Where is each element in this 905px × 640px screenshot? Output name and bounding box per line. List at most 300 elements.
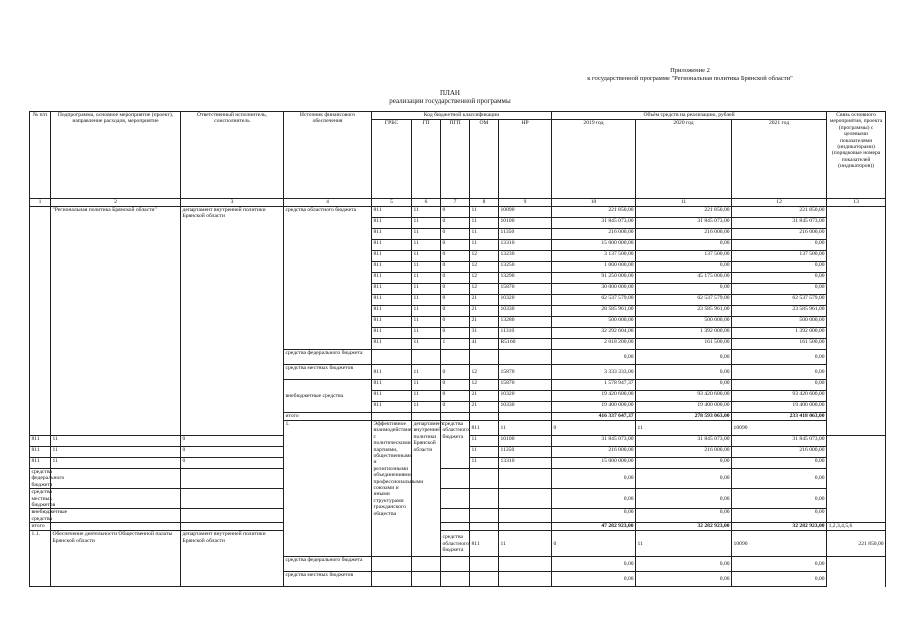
cell-om: 31 [470, 328, 499, 339]
cell-om: 41 [470, 339, 499, 350]
cell-2020: 23 585 961,00 [636, 306, 732, 317]
total-2019: 416 337 647,37 [552, 413, 636, 421]
cell-grbs: 811 [372, 317, 412, 328]
cell-2020: 93 420 600,00 [636, 391, 732, 402]
source-federal: средства федерального бюджета [31, 469, 65, 488]
cell-om: 11 [470, 447, 499, 458]
cell-np: 11310 [499, 328, 552, 339]
cell-2021: 0,00 [732, 572, 827, 587]
row-number: 1. [284, 421, 372, 557]
header-source: Источник финансового обеспечения [284, 112, 372, 199]
cell-2021: 62 537 579,00 [732, 295, 827, 306]
cell-om: 21 [470, 402, 499, 413]
total-label: итого [30, 523, 51, 531]
source-regional: средства областного бюджета [441, 421, 470, 469]
cell-np: 15870 [499, 365, 552, 380]
cell-pgp [441, 469, 470, 489]
cell-pgp: 0 [441, 402, 470, 413]
source-regional: средства областного бюджета [284, 207, 372, 350]
cell-gp: 11 [412, 306, 441, 317]
cell-2021: 0,00 [732, 509, 827, 523]
total-2021: 233 418 063,00 [732, 413, 827, 421]
cell-2021: 0,00 [732, 557, 827, 572]
cell-2021: 221 850,00 [732, 207, 827, 218]
col-index: 11 [636, 199, 732, 207]
cell-grbs: 811 [372, 262, 412, 273]
total-2020: 278 593 063,00 [636, 413, 732, 421]
cell-2020: 1 392 000,00 [636, 328, 732, 339]
cell-2019: 3 333 333,00 [552, 365, 636, 380]
cell-grbs: 811 [372, 339, 412, 350]
cell-np: 10090 [732, 531, 827, 557]
cell-grbs: 811 [470, 421, 499, 436]
cell-grbs [372, 350, 412, 365]
cell-2020: 0,00 [636, 572, 732, 587]
cell-grbs [51, 523, 181, 531]
cell-gp: 11 [412, 240, 441, 251]
col-index: 9 [499, 199, 552, 207]
cell-2019: 0,00 [552, 350, 636, 365]
total-row [30, 523, 886, 531]
cell-2020: 0,00 [636, 489, 732, 509]
cell-2019: 15 000 000,00 [552, 240, 636, 251]
cell-gp [181, 509, 284, 523]
cell-gp: 11 [412, 218, 441, 229]
cell-2020: 0,00 [636, 350, 732, 365]
cell-np [499, 350, 552, 365]
cell-2020: 45 175 000,00 [636, 273, 732, 284]
cell-2019: 221 850,00 [827, 531, 886, 557]
cell-gp [181, 523, 284, 531]
col-index: 1 [30, 199, 51, 207]
source-extrabudget: внебюджетные средства [284, 380, 372, 413]
table-row [30, 531, 886, 557]
cell-pgp: 0 [441, 295, 470, 306]
source-federal: средства федерального бюджета [284, 350, 372, 365]
header-pgp: ПГП [441, 120, 470, 199]
cell-2019: 3 137 500,00 [552, 251, 636, 262]
cell-2021: 0,00 [732, 469, 827, 489]
appendix-line1: Приложение 2 [670, 67, 710, 74]
cell-2020: 221 850,00 [636, 207, 732, 218]
table-body [30, 199, 886, 587]
cell-gp: 11 [412, 262, 441, 273]
cell-2019: 1 000 000,00 [552, 262, 636, 273]
cell-np: 13290 [499, 273, 552, 284]
cell-2021: 0,00 [732, 284, 827, 295]
cell-om: 21 [470, 295, 499, 306]
cell-np: R5160 [499, 339, 552, 350]
header-kbk: Код бюджетной классификации [372, 112, 552, 120]
col-index: 2 [51, 199, 181, 207]
col-index: 7 [441, 199, 470, 207]
cell-grbs [51, 489, 181, 509]
cell-om [470, 572, 499, 587]
cell-2019: 0,00 [552, 489, 636, 509]
cell-np: 10090 [732, 421, 827, 436]
cell-gp [181, 469, 284, 489]
table-row [30, 207, 886, 218]
cell-grbs: 811 [372, 284, 412, 295]
cell-gp [412, 557, 441, 572]
cell-2020: 0,00 [636, 509, 732, 523]
cell-np [499, 489, 552, 509]
indicator-links: 1,2,3,4,5,6 [827, 523, 886, 531]
cell-np [499, 572, 552, 587]
cell-2019: 0,00 [552, 572, 636, 587]
cell-2021: 500 000,00 [732, 317, 827, 328]
cell-gp: 11 [412, 284, 441, 295]
cell-pgp: 0 [441, 284, 470, 295]
cell-np: 13310 [499, 458, 552, 469]
cell-om: 11 [470, 207, 499, 218]
cell-2021: 23 585 961,00 [732, 306, 827, 317]
cell-gp: 11 [412, 365, 441, 380]
cell-pgp: 0 [181, 436, 284, 447]
header-om: ОМ [470, 120, 499, 199]
cell-grbs: 811 [372, 306, 412, 317]
cell-grbs [372, 413, 412, 421]
cell-grbs: 811 [372, 295, 412, 306]
cell-2019: 31 845 073,00 [552, 436, 636, 447]
cell-gp [412, 413, 441, 421]
source-regional: средства областного бюджета [441, 531, 470, 557]
cell-2021: 0,00 [732, 489, 827, 509]
cell-2020: 0,00 [636, 380, 732, 391]
cell-2019: 15 000 000,00 [552, 458, 636, 469]
cell-gp: 11 [412, 273, 441, 284]
cell-gp [412, 350, 441, 365]
cell-om: 12 [470, 380, 499, 391]
cell-2021: 93 420 600,00 [732, 391, 827, 402]
cell-om [470, 489, 499, 509]
cell-2019: 28 585 961,00 [552, 306, 636, 317]
cell-pgp: 0 [441, 229, 470, 240]
cell-pgp [441, 557, 470, 572]
cell-pgp: 0 [441, 317, 470, 328]
plan-table [29, 111, 886, 587]
row-number: 1.1. [30, 531, 51, 587]
total-label: итого [284, 413, 372, 421]
cell-2021: 161 500,00 [732, 339, 827, 350]
cell-grbs: 811 [372, 240, 412, 251]
cell-gp: 11 [499, 421, 552, 436]
cell-2020: 161 500,00 [636, 339, 732, 350]
cell-grbs: 811 [30, 436, 51, 447]
cell-om: 21 [470, 306, 499, 317]
cell-2020: 216 000,00 [636, 447, 732, 458]
cell-om: 11 [636, 421, 732, 436]
cell-2020: 0,00 [636, 262, 732, 273]
col-index: 5 [372, 199, 412, 207]
cell-np: 10330 [499, 402, 552, 413]
cell-2021: 216 000,00 [732, 229, 827, 240]
cell-gp: 11 [412, 317, 441, 328]
cell-2020: 0,00 [636, 469, 732, 489]
cell-2020: 137 500,00 [636, 251, 732, 262]
cell-om [470, 523, 499, 531]
cell-2020: 62 537 579,00 [636, 295, 732, 306]
cell-pgp: 0 [441, 273, 470, 284]
source-local: средства местных бюджетов [31, 489, 56, 509]
cell-np [499, 557, 552, 572]
header-2019: 2019 год [552, 120, 636, 199]
cell-grbs: 811 [30, 447, 51, 458]
cell-pgp [441, 572, 470, 587]
header-subprogram: Подпрограмма, основное мероприятие (проект), направление расходов, мероприятие [51, 112, 181, 199]
cell-np: 13280 [499, 317, 552, 328]
cell-pgp: 0 [441, 207, 470, 218]
header-volume: Объём средств на реализацию, рублей [552, 112, 827, 120]
cell-grbs: 811 [30, 458, 51, 469]
column-index-row [30, 199, 886, 207]
cell-om [470, 509, 499, 523]
header-link: Связь основного мероприятия, проекта (программы) с целевыми показателями (индикаторами) (порядковые номера показателей (индикаторов)) [827, 112, 886, 199]
cell-gp: 11 [412, 328, 441, 339]
col-index: 8 [470, 199, 499, 207]
row-number [30, 207, 51, 436]
cell-om: 21 [470, 391, 499, 402]
cell-2021: 0,00 [732, 273, 827, 284]
cell-grbs: 811 [372, 251, 412, 262]
cell-pgp [441, 350, 470, 365]
cell-gp: 11 [412, 380, 441, 391]
cell-gp: 11 [412, 229, 441, 240]
cell-2021: 31 845 073,00 [732, 436, 827, 447]
header-gp: ГП [412, 120, 441, 199]
cell-grbs: 811 [372, 391, 412, 402]
cell-grbs: 811 [372, 402, 412, 413]
activity-title: Обеспечение деятельности Общественной палаты Брянской области [51, 531, 181, 587]
cell-np: 13250 [499, 262, 552, 273]
cell-2020: 0,00 [636, 458, 732, 469]
cell-2020: 19 400 000,00 [636, 402, 732, 413]
cell-gp [181, 489, 284, 509]
source-extrabudget: внебюджетные средства [31, 509, 68, 522]
table-row [30, 489, 886, 509]
responsible-cell: департамент внутренней политики Брянской области [412, 421, 441, 557]
cell-np [499, 509, 552, 523]
cell-grbs: 811 [372, 328, 412, 339]
cell-pgp: 0 [441, 306, 470, 317]
col-index: 10 [552, 199, 636, 207]
cell-pgp: 0 [441, 328, 470, 339]
cell-pgp [441, 489, 470, 509]
cell-gp [412, 572, 441, 587]
cell-grbs: 811 [372, 365, 412, 380]
cell-grbs: 811 [372, 380, 412, 391]
cell-np: 15870 [499, 380, 552, 391]
cell-np: 13310 [499, 240, 552, 251]
cell-om [470, 413, 499, 421]
cell-2019: 216 000,00 [552, 229, 636, 240]
cell-2020: 216 000,00 [636, 229, 732, 240]
cell-2019: 32 292 604,00 [552, 328, 636, 339]
cell-om: 12 [470, 251, 499, 262]
cell-2019: 19 420 600,00 [552, 391, 636, 402]
col-index: 4 [284, 199, 372, 207]
activity-title: Эффективное взаимодействие с политическими партиями, общественными и религиозными объединениями, профессиональными союзами и иными структурами гражданского общества [372, 421, 412, 557]
cell-grbs: 811 [470, 531, 499, 557]
cell-pgp: 0 [441, 218, 470, 229]
cell-om: 12 [470, 273, 499, 284]
cell-2019: 2 018 200,00 [552, 339, 636, 350]
total-2020: 32 282 923,00 [636, 523, 732, 531]
cell-om [470, 350, 499, 365]
header-np: НР [499, 120, 552, 199]
header-row-1 [30, 112, 886, 120]
cell-np: 10320 [499, 295, 552, 306]
cell-2019: 0,00 [552, 509, 636, 523]
cell-2021: 0,00 [732, 350, 827, 365]
cell-om: 12 [470, 262, 499, 273]
cell-2021: 0,00 [732, 458, 827, 469]
cell-grbs: 811 [372, 207, 412, 218]
cell-pgp: 0 [552, 531, 636, 557]
cell-2020: 500 000,00 [636, 317, 732, 328]
cell-om: 11 [470, 240, 499, 251]
cell-pgp: 0 [552, 421, 636, 436]
cell-2020: 31 845 073,00 [636, 218, 732, 229]
cell-pgp: 0 [441, 380, 470, 391]
source-local: средства местных бюджетов [284, 365, 372, 380]
cell-2020: 0,00 [636, 284, 732, 295]
cell-2021: 216 000,00 [732, 447, 827, 458]
cell-np [499, 523, 552, 531]
cell-pgp: 0 [441, 365, 470, 380]
cell-2021: 19 400 000,00 [732, 402, 827, 413]
cell-np: 11350 [499, 447, 552, 458]
cell-2021: 0,00 [732, 240, 827, 251]
cell-2021: 0,00 [732, 262, 827, 273]
cell-om: 11 [470, 218, 499, 229]
table-row [30, 469, 886, 489]
total-2021: 32 282 923,00 [732, 523, 827, 531]
cell-2020: 31 845 073,00 [636, 436, 732, 447]
cell-np: 15870 [499, 284, 552, 295]
cell-np: 11350 [499, 229, 552, 240]
cell-om: 21 [470, 317, 499, 328]
cell-om: 11 [470, 436, 499, 447]
cell-pgp: 0 [441, 391, 470, 402]
cell-grbs: 811 [372, 218, 412, 229]
cell-2019: 30 000 000,00 [552, 284, 636, 295]
title-line1: ПЛАН [440, 89, 460, 97]
cell-2020: 0,00 [636, 365, 732, 380]
cell-gp: 11 [51, 436, 181, 447]
cell-2019: 19 400 000,00 [552, 402, 636, 413]
cell-gp: 11 [499, 531, 552, 557]
cell-2019: 216 000,00 [552, 447, 636, 458]
appendix-header [540, 67, 840, 83]
cell-om: 12 [470, 284, 499, 295]
appendix-line2: к государственной программе "Региональная политика Брянской области" [587, 75, 793, 82]
cell-2019: 62 537 579,00 [552, 295, 636, 306]
responsible-cell: департамент внутренней политики Брянской области [181, 207, 284, 436]
cell-pgp [441, 509, 470, 523]
cell-gp: 11 [51, 458, 181, 469]
cell-2019: 31 845 073,00 [552, 218, 636, 229]
source-federal: средства федерального бюджета [284, 557, 372, 572]
cell-gp: 11 [412, 295, 441, 306]
header-responsible: Ответственный исполнитель, соисполнитель [181, 112, 284, 199]
responsible-cell: департамент внутренней политики Брянской области [181, 531, 284, 587]
header-2020: 2020 год [636, 120, 732, 199]
header-2021: 2021 год [732, 120, 827, 199]
cell-2019: 0,00 [552, 469, 636, 489]
cell-gp: 11 [412, 339, 441, 350]
cell-gp: 11 [412, 207, 441, 218]
cell-gp: 11 [51, 447, 181, 458]
cell-2021: 0,00 [732, 365, 827, 380]
cell-grbs [51, 469, 181, 489]
cell-gp: 11 [412, 391, 441, 402]
col-index: 6 [412, 199, 441, 207]
cell-2019: 221 850,00 [552, 207, 636, 218]
cell-2019: 0,00 [552, 557, 636, 572]
cell-om [470, 557, 499, 572]
cell-np: 10090 [499, 207, 552, 218]
cell-pgp [441, 413, 470, 421]
cell-2020: 0,00 [636, 557, 732, 572]
cell-pgp: 1 [441, 339, 470, 350]
cell-om: 12 [470, 365, 499, 380]
cell-pgp: 0 [181, 447, 284, 458]
cell-om: 11 [470, 458, 499, 469]
cell-2019: 91 250 000,00 [552, 273, 636, 284]
cell-pgp: 0 [441, 251, 470, 262]
header-num: № п/п [30, 112, 51, 199]
cell-gp: 11 [412, 251, 441, 262]
cell-np: 13230 [499, 251, 552, 262]
cell-pgp: 0 [441, 240, 470, 251]
cell-2019: 500 000,00 [552, 317, 636, 328]
cell-pgp: 0 [441, 262, 470, 273]
cell-np: 10330 [499, 306, 552, 317]
link-cell [827, 207, 886, 436]
cell-om [470, 469, 499, 489]
cell-om: 11 [636, 531, 732, 557]
cell-2021: 31 845 073,00 [732, 218, 827, 229]
col-index: 12 [732, 199, 827, 207]
table-row [30, 509, 886, 523]
cell-np [499, 469, 552, 489]
cell-grbs: 811 [372, 229, 412, 240]
title-line2: реализации государственной программы [389, 97, 511, 105]
cell-grbs: 811 [372, 273, 412, 284]
total-2019: 47 282 923,00 [552, 523, 636, 531]
cell-np [499, 413, 552, 421]
cell-gp: 11 [412, 402, 441, 413]
cell-np: 10320 [499, 391, 552, 402]
cell-2021: 0,00 [732, 380, 827, 391]
cell-pgp [441, 523, 470, 531]
document-title [300, 89, 600, 105]
cell-grbs [372, 572, 412, 587]
cell-2021: 1 392 000,00 [732, 328, 827, 339]
cell-pgp: 0 [181, 458, 284, 469]
col-index: 13 [827, 199, 886, 207]
cell-grbs [51, 509, 181, 523]
cell-grbs [372, 557, 412, 572]
program-title: "Региональная политика Брянской области" [51, 207, 181, 436]
cell-np: 10100 [499, 218, 552, 229]
col-index: 3 [181, 199, 284, 207]
cell-2021: 137 500,00 [732, 251, 827, 262]
header-grbs: ГРБС [372, 120, 412, 199]
cell-np: 10100 [499, 436, 552, 447]
cell-om: 11 [470, 229, 499, 240]
